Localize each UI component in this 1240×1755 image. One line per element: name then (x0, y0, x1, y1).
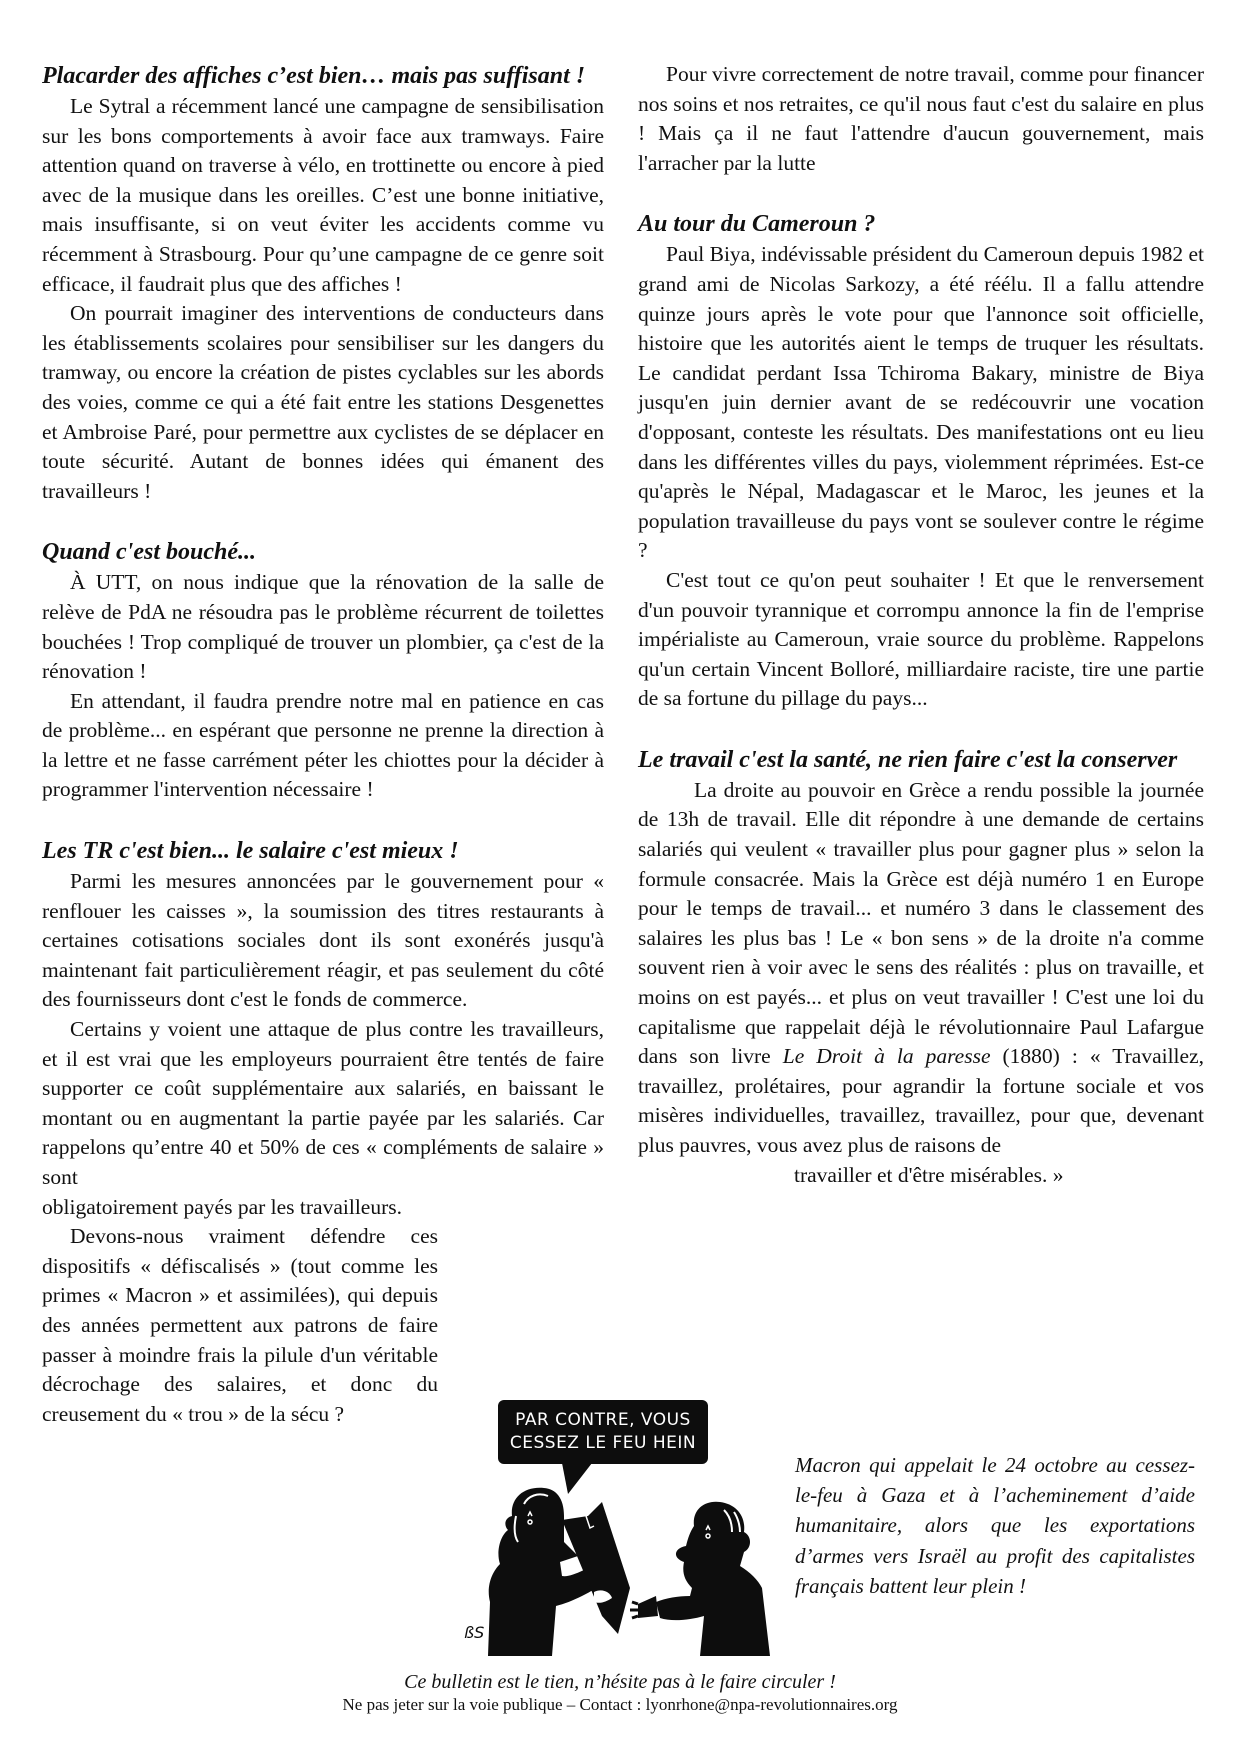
article-travail (638, 744, 1204, 1190)
article-paragraph-continued: obligatoirement payés par les travailleurs. (42, 1194, 402, 1219)
article-paragraph: Parmi les mesures annoncées par le gouvernement pour « renflouer les caisses », la soumission des titres restaurants à certaines cotisations sociales dont ils sont exonérés jusqu'à maintenant fait particulièrement réagir, et pas seulement du côté des fournisseurs dont c'est le fonds de commerce. (42, 869, 604, 1012)
speech-line: CESSEZ LE FEU HEIN (509, 1433, 697, 1453)
right-column (638, 60, 1204, 1190)
article-affiches (42, 60, 604, 506)
book-title: Le Droit à la paresse (782, 1044, 991, 1069)
spacer (638, 714, 1204, 744)
article-title: Au tour du Cameroun ? (638, 211, 876, 238)
article-paragraph: Le Sytral a récemment lancé une campagne de sensibilisation sur les bons comportements à avoir face aux tramways. Faire attention quand on traverse à vélo, en trottinette ou encore à pied avec de la musique dans les oreilles. C’est une bonne initiative, mais insuffisante, si on veut éviter les accidents comme vu récemment à Strasbourg. Pour qu’une campagne de ce genre soit efficace, il faudrait plus que des affiches ! (42, 94, 604, 296)
article-paragraph: C'est tout ce qu'on peut souhaiter ! Et que le renversement d'un pouvoir tyrannique et corrompu annonce la fin de l'emprise impérialiste au Cameroun, vraie source du problème. Rappelons qu'un certain Vincent Bolloré, milliardaire raciste, tire une partie de sa fortune du pillage du pays... (638, 567, 1204, 711)
article-paragraph: Pour vivre correctement de notre travail, comme pour financer nos soins et nos retraites, ce qu'il nous faut c'est du salaire en plus ! Mais ça il ne faut l'attendre d'aucun gouvernement, mais l'arracher par la lutte (638, 62, 1204, 175)
article-tr (42, 835, 604, 1429)
paragraph-text: (1880) : « Travaillez, travaillez, prolétaires, pour agrandir la fortune sociale et vos misères individuelles, travaillez, travaillez, pour que, devenant plus pauvres, vous avez plus de raisons de (638, 1044, 1204, 1157)
article-cameroun (638, 208, 1204, 714)
left-column (42, 60, 604, 1429)
article-bouche (42, 536, 604, 805)
footer-contact: Ne pas jeter sur la voie publique – Contact : lyonrhone@npa-revolutionnaires.org (342, 1695, 898, 1714)
footer-tagline: Ce bulletin est le tien, n’hésite pas à le faire circuler ! (404, 1671, 836, 1693)
article-paragraph: Certains y voient une attaque de plus contre les travailleurs, et il est vrai que les employeurs pourraient être tentés de faire supporter ce coût supplémentaire aux salariés, en baissant le montant ou en augmentant la partie payée par les salariés. Car rappelons qu’entre 40 et 50% de ces « compléments de salaire » sont (42, 1017, 604, 1189)
article-title: Quand c'est bouché... (42, 539, 257, 566)
article-title: Le travail c'est la santé, ne rien faire c'est la conserver (638, 746, 1178, 773)
spacer (42, 506, 604, 536)
article-paragraph: En attendant, il faudra prendre notre mal en patience en cas de problème... en espérant que personne ne prenne la direction à la lettre et ne fasse carrément péter les chiottes pour la décider à programmer l'intervention nécessaire ! (42, 688, 604, 802)
cartoon-figures-icon (452, 1366, 790, 1656)
cartoon-illustration (452, 1366, 790, 1656)
paragraph-text: La droite au pouvoir en Grèce a rendu possible la journée de 13h de travail. Elle dit répondre à une demande de certains salariés qui veulent « travailler plus pour gagner plus » selon la formule consacrée. Mais la Grèce est déjà numéro 1 en Europe pour le temps de travail... et numéro 3 dans le classement des salaires les plus bas ! Le « bon sens » de la droite n'a comme souvent rien à voir avec le sens des réalités : plus on travaille, et moins on est payés... et plus on veut travailler ! C'est une loi du capitalisme que rappelait déjà le révolutionnaire Paul Lafargue dans son livre (638, 777, 1204, 1069)
article-paragraph: On pourrait imaginer des interventions de conducteurs dans les établissements scolaires pour sensibiliser sur les dangers du tramway, ou encore la création de pistes cyclables sur les abords des voies, comme ce qui a été fait entre les stations Desgenettes et Ambroise Paré, pour permettre aux cyclistes de se déplacer en toute sécurité. Autant de bonnes idées qui émanent des travailleurs ! (42, 301, 604, 503)
cartoon-caption: Macron qui appelait le 24 octobre au cessez-le-feu à Gaza et à l’acheminement d’aide humanitaire, alors que les exportations d’armes vers Israël au profit des capitalistes français battent leur plein ! (795, 1453, 1195, 1598)
article-paragraph: À UTT, on nous indique que la rénovation de la salle de relève de PdA ne résoudra pas le problème récurrent de toilettes bouchées ! Trop compliqué de trouver un plombier, ça c'est de la rénovation ! (42, 570, 604, 684)
spacer (42, 805, 604, 835)
article-paragraph (638, 776, 1204, 1161)
footer (0, 1670, 1240, 1716)
article-title: Les TR c'est bien... le salaire c'est mieux ! (42, 838, 459, 865)
article-paragraph: Paul Biya, indévissable président du Cameroun depuis 1982 et grand ami de Nicolas Sarkozy, a été réélu. Il a fallu attendre quinze jours après le vote pour que l'annonce soit officielle, histoire que les autorités aient le temps de truquer les résultats. Le candidat perdant Issa Tchiroma Bakary, ministre de Biya jusqu'en juin dernier avant de se redécouvrir une vocation d'opposant, conteste les résultats. Des manifestations ont eu lieu dans les différentes villes du pays, violemment réprimées. Est-ce qu'après le Népal, Madagascar et le Maroc, les jeunes et la population travailleuse du pays vont se soulever contre le régime ? (638, 242, 1205, 563)
speech-line: PAR CONTRE, VOUS (515, 1410, 691, 1430)
closing-line: travailler et d'être misérables. » (794, 1162, 1064, 1187)
article-title: Placarder des affiches c’est bien… mais pas suffisant ! (42, 63, 586, 89)
signature: ßS (464, 1623, 485, 1642)
article-paragraph: Devons-nous vraiment défendre ces dispositifs « défiscalisés » (tout comme les primes « Macron » et assimilées), qui depuis des années permettent aux patrons de faire passer à moindre frais la pilule d'un véritable décrochage des salaires, et donc du creusement du « trou » de la sécu ? (42, 1224, 438, 1426)
spacer (638, 178, 1204, 208)
